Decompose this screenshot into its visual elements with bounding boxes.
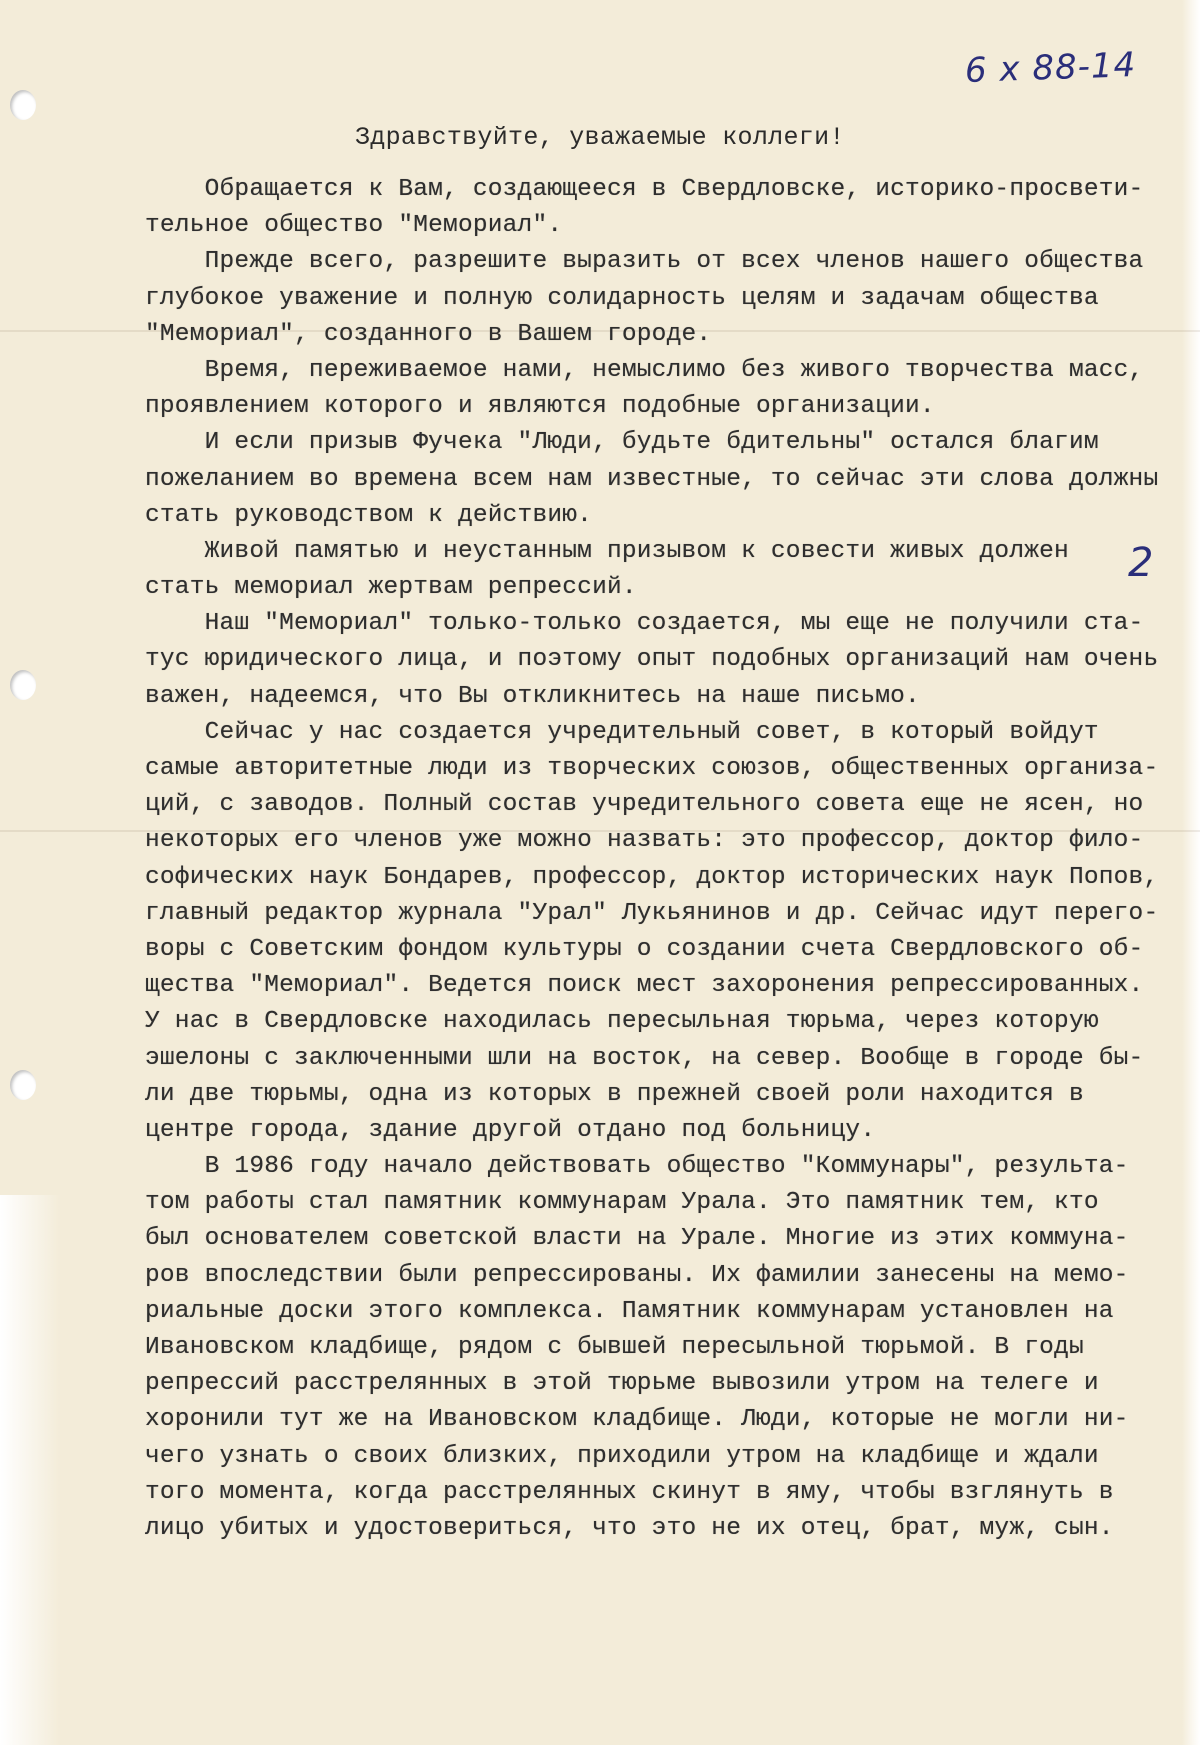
text-line: Прежде всего, разрешите выразить от всех членов нашего общества xyxy=(145,248,1144,276)
text-line: Время, переживаемое нами, немыслимо без живого творчества масс, xyxy=(145,356,1144,384)
text-line: ров впоследствии были репрессированы. Их фамилии занесены на мемо- xyxy=(145,1261,1129,1289)
text-line: У нас в Свердловске находилась пересыльная тюрьма, через которую xyxy=(145,1008,1099,1036)
text-line: чего узнать о своих близких, приходили утром на кладбище и ждали xyxy=(145,1442,1099,1470)
text-line: щества "Мемориал". Ведется поиск мест захоронения репрессированных. xyxy=(145,972,1144,1000)
text-line: был основателем советской власти на Урале. Многие из этих коммуна- xyxy=(145,1225,1129,1253)
text-line: того момента, когда расстрелянных скинут в яму, чтобы взглянуть в xyxy=(145,1478,1114,1506)
text-line: Обращается к Вам, создающееся в Свердловске, историко-просвети- xyxy=(145,176,1144,203)
text-line: риальные доски этого комплекса. Памятник коммунарам установлен на xyxy=(145,1297,1114,1325)
text-line: Наш "Мемориал" только-только создается, мы еще не получили ста- xyxy=(145,610,1144,638)
text-line: глубокое уважение и полную солидарность целям и задачам общества xyxy=(145,284,1099,312)
handwritten-margin-mark: 2 xyxy=(1128,540,1154,586)
text-line: воры с Советским фондом культуры о создании счета Свердловского об- xyxy=(145,935,1144,963)
punch-hole xyxy=(10,90,36,120)
text-line: важен, надеемся, что Вы откликнитесь на наше письмо. xyxy=(145,682,920,710)
text-line: пожеланием во времена всем нам известные, то сейчас эти слова должны xyxy=(145,465,1159,493)
text-line: тельное общество "Мемориал". xyxy=(145,212,563,240)
punch-hole xyxy=(10,670,36,700)
text-line: стать руководством к действию. xyxy=(145,501,593,529)
paper-edge xyxy=(1182,0,1200,1745)
letter-body xyxy=(145,172,1175,1547)
text-line: В 1986 году начало действовать общество "Коммунары", результа- xyxy=(145,1153,1129,1181)
handwritten-archive-number: 6 x 88-14 xyxy=(964,45,1137,91)
text-line: И если призыв Фучека "Люди, будьте бдительны" остался благим xyxy=(145,429,1099,457)
text-line: хоронили тут же на Ивановском кладбище. Люди, которые не могли ни- xyxy=(145,1406,1129,1434)
text-line: стать мемориал жертвам репрессий. xyxy=(145,574,637,602)
text-line: эшелоны с заключенными шли на восток, на север. Вообще в городе бы- xyxy=(145,1044,1144,1072)
text-line: тус юридического лица, и поэтому опыт подобных организаций нам очень xyxy=(145,646,1159,674)
text-line: лицо убитых и удостовериться, что это не их отец, брат, муж, сын. xyxy=(145,1514,1114,1542)
text-line: самые авторитетные люди из творческих союзов, общественных организа- xyxy=(145,755,1159,782)
text-line: некоторых его членов уже можно назвать: это профессор, доктор фило- xyxy=(145,827,1144,855)
text-line: главный редактор журнала "Урал" Лукьянинов и др. Сейчас идут перего- xyxy=(145,899,1159,927)
text-line: Живой памятью и неустанным призывом к совести живых должен xyxy=(145,537,1069,565)
text-line: репрессий расстрелянных в этой тюрьме вывозили утром на телеге и xyxy=(145,1370,1099,1398)
text-line: центре города, здание другой отдано под больницу. xyxy=(145,1116,876,1144)
text-line: ли две тюрьмы, одна из которых в прежней своей роли находится в xyxy=(145,1080,1084,1108)
text-line: проявлением которого и являются подобные организации. xyxy=(145,393,935,421)
text-line: Ивановском кладбище, рядом с бывшей пересыльной тюрьмой. В годы xyxy=(145,1334,1084,1361)
text-line: софических наук Бондарев, профессор, доктор исторических наук Попов, xyxy=(145,863,1159,891)
text-line: ций, с заводов. Полный состав учредительного совета еще не ясен, но xyxy=(145,791,1144,819)
punch-hole xyxy=(10,1070,36,1100)
letter-heading: Здравствуйте, уважаемые коллеги! xyxy=(355,123,845,152)
paper-edge xyxy=(0,1195,60,1745)
text-line: Сейчас у нас создается учредительный совет, в который войдут xyxy=(145,718,1099,746)
text-line: "Мемориал", созданного в Вашем городе. xyxy=(145,320,712,348)
text-line: том работы стал памятник коммунарам Урала. Это памятник тем, кто xyxy=(145,1189,1099,1217)
